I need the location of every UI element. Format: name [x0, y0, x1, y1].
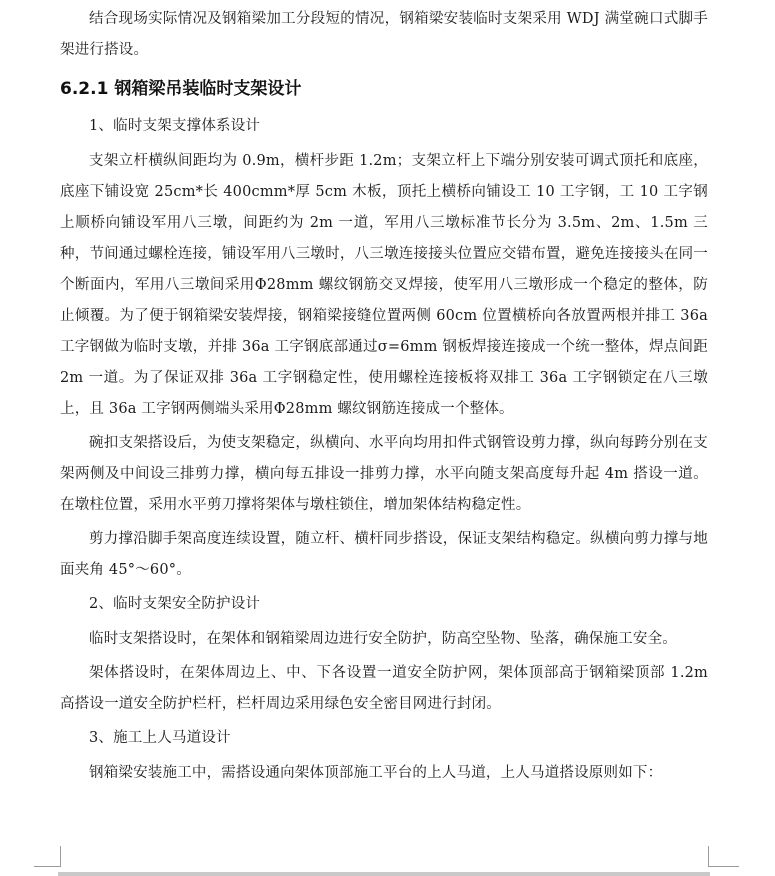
page-margin-corner-right [708, 846, 739, 867]
section-heading: 6.2.1 钢箱梁吊装临时支架设计 [60, 79, 302, 99]
subsection-title-walkway: 3、施工上人马道设计 [89, 730, 231, 746]
paragraph-safety-protection: 临时支架搭设时，在架体和钢箱梁周边进行安全防护，防高空坠物、坠落，确保施工安全。 [89, 631, 677, 647]
document-body [60, 4, 708, 789]
page-bottom-edge [58, 872, 710, 876]
paragraph-safety-net: 架体搭设时，在架体周边上、中、下各设置一道安全防护网，架体顶部高于钢箱梁顶部 1.2m 高搭设一道安全防护栏杆，栏杆周边采用绿色安全密目网进行封闭。 [60, 665, 708, 712]
paragraph-support-layout: 支架立杆横纵间距均为 0.9m，横杆步距 1.2m；支架立杆上下端分别安装可调式顶托和底座，底座下铺设宽 25cm*长 400cmm*厚 5cm 木板，顶托上横桥向铺设工 10 工字钢，工 10 工字钢上顺桥向铺设军用八三墩，间距约为 2m 一道，军用八三墩标准节长分为 3.5m、2m、1.5m 三种，节间通过螺栓连接，铺设军用八三墩时，八三墩连接接头位置应交错布置，避免连接接头在同一个断面内，军用八三墩间采用Φ28mm 螺纹钢筋交叉焊接，使军用八三墩形成一个稳定的整体，防止倾覆。为了便于钢箱梁安装焊接，钢箱梁接缝位置两侧 60cm 位置横桥向各放置两根并排工 36a 工字钢做为临时支墩，并排 36a 工字钢底部通过σ=6mm 钢板焊接连接成一个统一整体，焊点间距 2m 一道。为了保证双排 36a 工字钢稳定性，使用螺栓连接板将双排工 36a 工字钢锁定在八三墩上，且 36a 工字钢两侧端头采用Φ28mm 螺纹钢筋连接成一个整体。 [60, 153, 708, 417]
subsection-title-support-system: 1、临时支架支撑体系设计 [89, 118, 261, 134]
intro-paragraph: 结合现场实际情况及钢箱梁加工分段短的情况，钢箱梁安装临时支架采用 WDJ 满堂碗口式脚手架进行搭设。 [60, 11, 708, 58]
subsection-title-safety: 2、临时支架安全防护设计 [89, 596, 261, 612]
paragraph-shear-brace: 剪力撑沿脚手架高度连续设置，随立杆、横杆同步搭设，保证支架结构稳定。纵横向剪力撑与地面夹角 45°～60°。 [60, 531, 708, 578]
paragraph-bracing: 碗扣支架搭设后，为使支架稳定，纵横向、水平向均用扣件式钢管设剪力撑，纵向每跨分别在支架两侧及中间设三排剪力撑，横向每五排设一排剪力撑，水平向随支架高度每升起 4m 搭设一道。在墩柱位置，采用水平剪刀撑将架体与墩柱锁住，增加架体结构稳定性。 [60, 435, 708, 513]
page-margin-corner-left [34, 846, 61, 867]
paragraph-walkway: 钢箱梁安装施工中，需搭设通向架体顶部施工平台的上人马道，上人马道搭设原则如下： [89, 765, 663, 781]
